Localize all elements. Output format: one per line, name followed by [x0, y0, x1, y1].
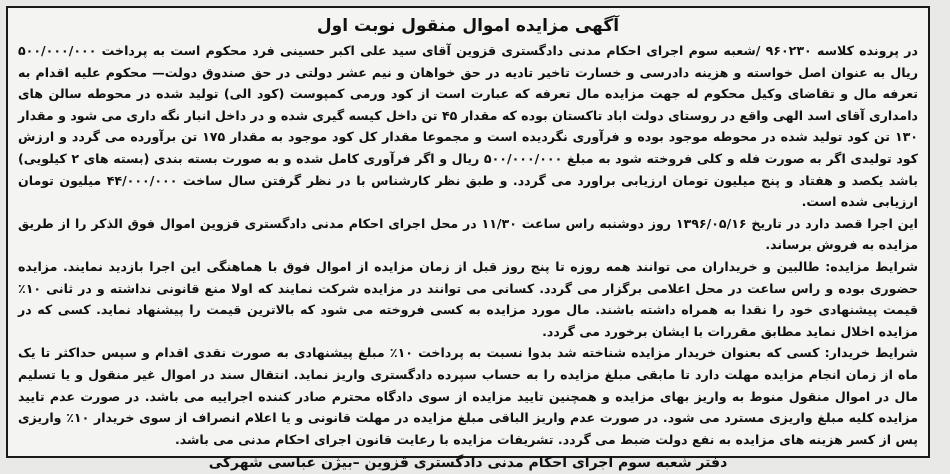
buyer-terms-paragraph: شرایط خریدار: کسی که بعنوان خریدار مزایده شناخته شد بدوا نسبت به پرداخت ۱۰٪ مبلغ پیشنهادی به صورت نقدی اقدام و سپس حداکثر تا یک ماه از زمان انجام مزایده مهلت دارد تا مابقی مبلغ مزایده را به حساب سپرده دادگستری واریز نماید. انتقال سند در اموال غیر منقول و یا تسلیم مال در اموال منقول منوط به واریز بهای مزایده و همچنین تایید مزایده از سوی دادگاه محترم صادر کننده اجراییه می باشد. در صورت عدم تایید مزایده کلیه مبلغ واریزی مسترد می شود. در صورت عدم واریز الباقی مبلغ مزایده در مهلت قانونی و یا اعلام انصراف از سوی خریدار ۱۰٪ واریزی پس از کسر هزینه های مزایده به نفع دولت ضبط می گردد. تشریفات مزایده با رعایت قانون اجرای احکام مدنی می باشد. — [18, 345, 919, 447]
notice-title: آگهی مزایده اموال منقول نوبت اول — [316, 16, 620, 36]
auction-notice — [6, 6, 930, 472]
case-paragraph: در پرونده کلاسه ۹۶۰۲۳۰ /شعبه سوم اجرای احکام مدنی دادگستری قزوین آقای سید علی اکبر حسینی فرد محکوم است به پرداخت ۵۰۰/۰۰۰/۰۰۰ ریال به عنوان اصل خواسته و هزینه دادرسی و خسارت تاخیر تادیه در حق خواهان و نیم عشر دولتی در حق صندوق دولت— محکوم علیه اقدام به تعرفه مال و تقاضای وکیل محکوم له جهت مزایده مال تعرفه که عبارت است از کود ورمی کمپوست (کود الی) تولید شده در محوطه سالن های دامداری آقای اسد الهی واقع در روستای دولت اباد تاکستان بوده که مقدار ۴۵ تن داخل کیسه گیری شده و در داخل انبار نگه داری می شود و مقدار ۱۳۰ تن کود تولید شده در محوطه موجود بوده و فرآوری نگردیده است و مجموعا مقدار کل کود موجود به مقدار ۱۷۵ تن برآورده می گردد و ارزش کود تولیدی اگر به صورت فله و کلی فروخته شود به مبلغ ۵۰۰/۰۰۰/۰۰۰ ریال و اگر فرآوری کامل شده و به صورت بسته بندی (بسته های ۲ کیلویی) باشد یکصد و هفتاد و پنج میلیون تومان ارزیابی براورد می گردد. و طبق نظر کارشناس با در نظر گرفتن سال ساخت ۴۴/۰۰۰/۰۰۰ میلیون تومان ارزیابی شده است. — [18, 43, 919, 210]
auction-terms-paragraph: شرایط مزایده: طالبین و خریداران می توانند همه روزه تا پنج روز قبل از زمان مزایده از اموال فوق با هماهنگی این اجرا بازدید نمایند. مزایده حضوری بوده و راس ساعت در محل اعلامی برگزار می گردد. کسانی می توانند در مزایده شرکت نمایند که اولا منع قانونی نداشته و در ثانی ۱۰٪ قیمت پیشنهادی خود را نقدا به همراه داشته باشند. مال مورد مزایده به کسی فروخته می شود که بالاترین قیمت را پیشنهاد نماید. کسی که در مزایده اخلال نماید مطابق مقررات با ایشان برخورد می گردد. — [18, 258, 918, 339]
auction-date-paragraph: این اجرا قصد دارد در تاریخ ۱۳۹۶/۰۵/۱۶ روز دوشنبه راس ساعت ۱۱/۳۰ در محل اجرای احکام مدنی دادگستری قزوین اموال فوق الذکر را از طریق مزایده به فروش برساند. — [18, 215, 918, 253]
notice-signature: دفتر شعبه سوم اجرای احکام مدنی دادگستری قزوین –بیژن عباسی شهرکی — [208, 455, 728, 472]
